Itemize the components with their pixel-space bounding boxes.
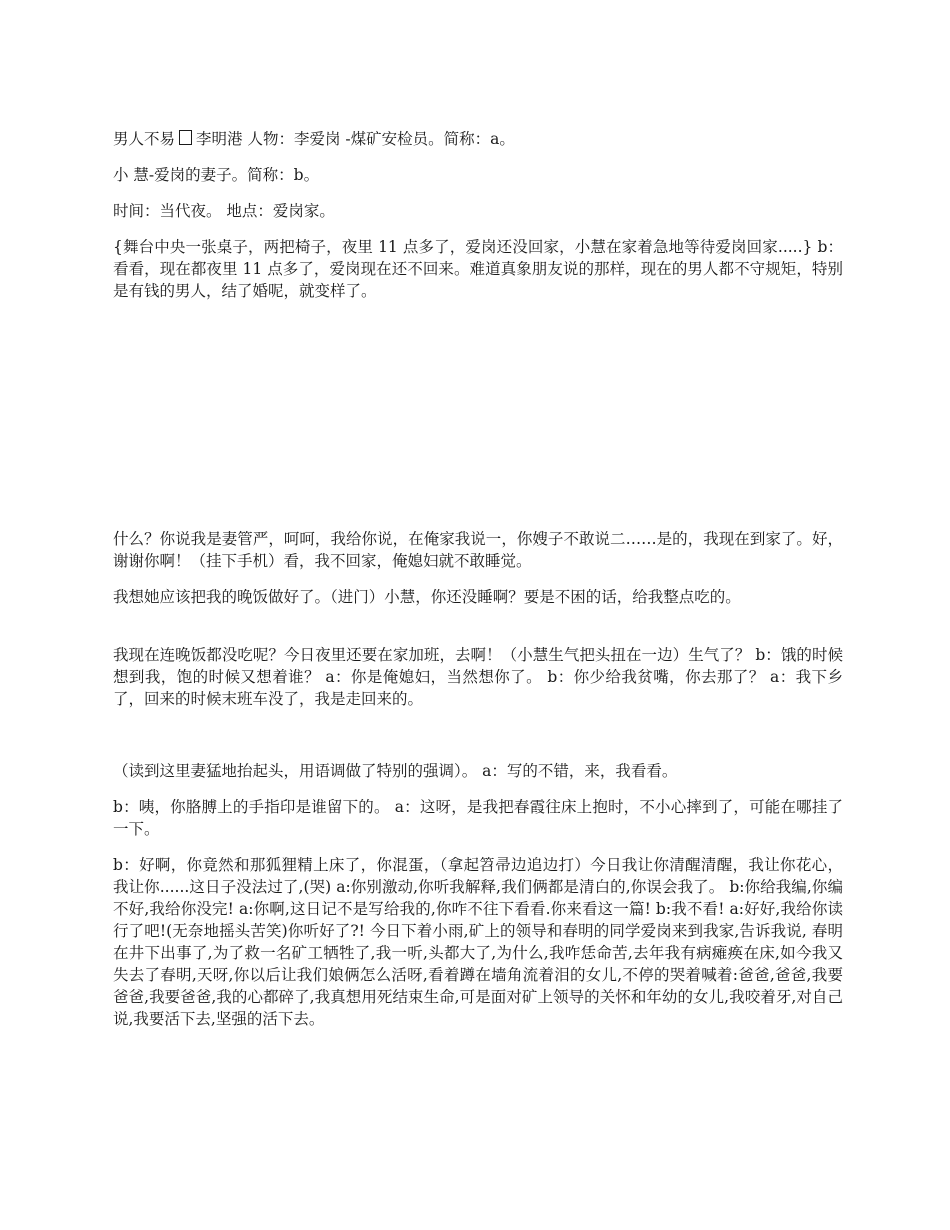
time-place-line: 时间：当代夜。 地点：爱岗家。 <box>113 202 335 220</box>
title-text: 男人不易 <box>113 130 176 148</box>
title-line <box>113 128 843 150</box>
missing-glyph-box <box>179 130 192 145</box>
diary-entry-paragraph: b：好啊，你竟然和那狐狸精上床了，你混蛋，（拿起笤帚边追边打）今日我让你清醒清醒，我让你花心，我让你......这日子没法过了,(哭) a:你别激动,你听我解释,我们俩都是清白的,你误会我了。 b:你给我编,你编不好,我给你没完! a:你啊,这日记不是写给我的,你咋不往下看看.你来看这一篇! b:我不看! a:好好,我给你读行了吧!(无奈地摇头苦笑)你听好了?! 今日下着小雨,矿上的领导和春明的同学爱岗来到我家,告诉我说, 春明在井下出事了,为了救一名矿工牺牲了,我一听,头都大了,为什么,我咋恁命苦,去年我有病瘫痪在床,如今我又失去了春明,天呀,你以后让我们娘俩怎么活呀,看着蹲在墙角流着泪的女儿,不停的哭着喊着:爸爸,爸爸,我要爸爸,我要爸爸,我的心都碎了,我真想用死结束生命,可是面对矿上领导的关怀和年幼的女儿,我咬着牙,对自己说,我要活下去,坚强的活下去。 <box>113 856 843 1028</box>
character-b-line: 小 慧-爱岗的妻子。简称：b。 <box>113 166 320 184</box>
dinner-dialogue-paragraph: 我现在连晚饭都没吃呢？今日夜里还要在家加班，去啊！（小慧生气把头扭在一边）生气了？ b：饿的时候想到我，饱的时候又想着谁？ a：你是俺媳妇，当然想你了。 b：你少给我贫嘴，你去那了？ a：我下乡了，回来的时候末班车没了，我是走回来的。 <box>113 646 843 708</box>
scene-opening-paragraph: {舞台中央一张桌子，两把椅子，夜里 11 点多了，爱岗还没回家，小慧在家着急地等待爱岗回家.....} b：看看，现在都夜里 11 点多了，爱岗现在还不回来。难道真象朋友说的那样，现在的男人都不守规矩，特别是有钱的男人，结了婚呢，就变样了。 <box>113 238 843 300</box>
finger-marks-paragraph: b：咦，你胳膊上的手指印是谁留下的。 a：这呀，是我把春霞往床上抱时，不小心摔到了，可能在哪挂了一下。 <box>113 798 843 838</box>
entering-home-paragraph: 我想她应该把我的晚饭做好了。（进门）小慧，你还没睡啊？要是不困的话，给我整点吃的。 <box>113 588 741 606</box>
reading-diary-paragraph: （读到这里妻猛地抬起头，用语调做了特别的强调）。 a：写的不错，来，我看看。 <box>113 762 678 780</box>
author-and-character-a: 李明港 人物：李爱岗 -煤矿安检员。简称：a。 <box>196 130 515 148</box>
phone-call-paragraph: 什么？你说我是妻管严，呵呵，我给你说，在俺家我说一，你嫂子不敢说二……是的，我现在到家了。好，谢谢你啊！（挂下手机）看，我不回家，俺媳妇就不敢睡觉。 <box>113 530 843 570</box>
